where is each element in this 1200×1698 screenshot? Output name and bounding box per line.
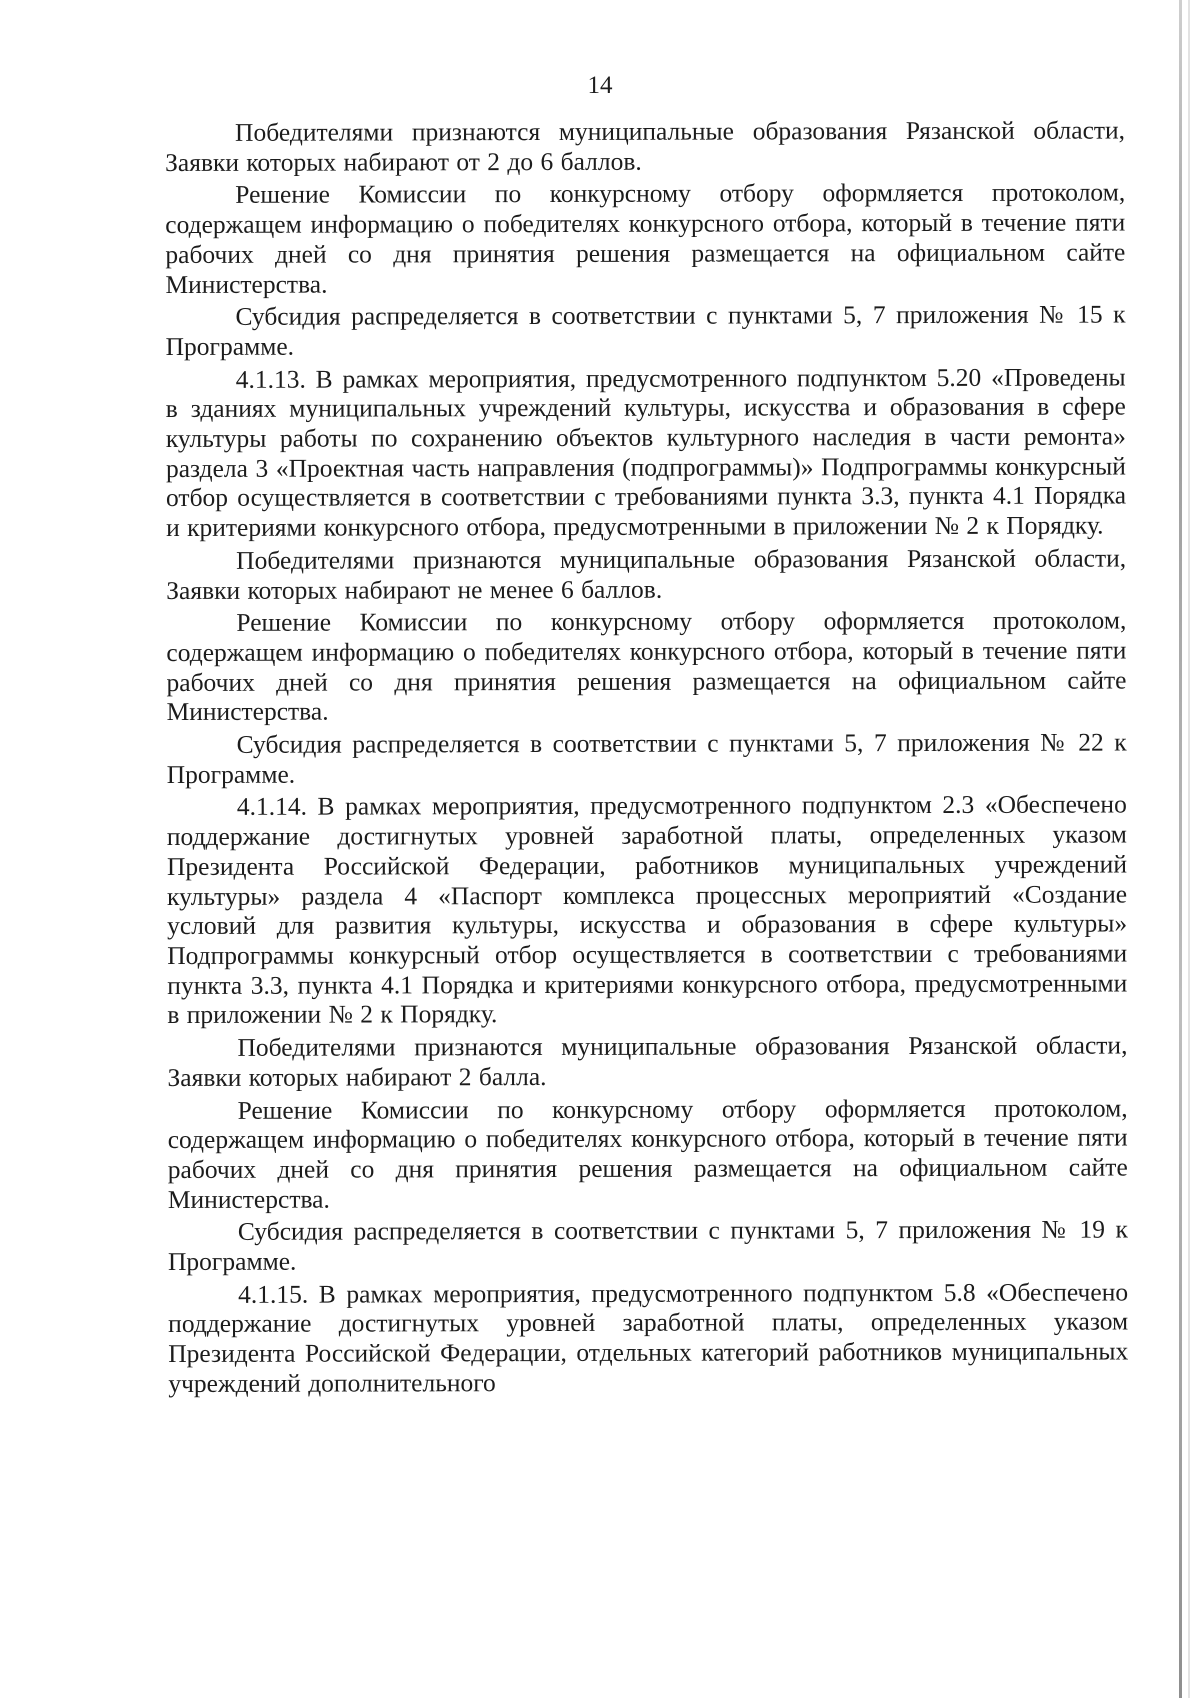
paragraph-subsidy-15: Субсидия распределяется в соответствии с пунктами 5, 7 приложения № 15 к Программе. (165, 299, 1126, 361)
paragraph-subsidy-22: Субсидия распределяется в соответствии с пунктами 5, 7 приложения № 22 к Программе. (166, 727, 1127, 789)
document-body (165, 115, 1128, 1398)
scan-edge-shadow (1188, 0, 1190, 1698)
paragraph-winners-2: Победителями признаются муниципальные образования Рязанской области, Заявки которых набирают 2 балла. (167, 1030, 1128, 1092)
paragraph-commission-decision: Решение Комиссии по конкурсному отбору оформляется протоколом, содержащем информацию о победителях конкурсного отбора, который в течение пяти рабочих дней со дня принятия решения размещается на официальном сайте Министерства. (166, 605, 1127, 727)
page-number: 14 (587, 72, 613, 99)
paragraph-commission-decision: Решение Комиссии по конкурсному отбору оформляется протоколом, содержащем информацию о победителях конкурсного отбора, который в течение пяти рабочих дней со дня принятия решения размещается на официальном сайте Министерства. (165, 177, 1126, 299)
paragraph-4-1-13: 4.1.13. В рамках мероприятия, предусмотренного подпунктом 5.20 «Проведены в зданиях муниципальных учреждений культуры, искусства и образования в сфере культуры работы по сохранению объектов культурного наследия в части ремонта» раздела 3 «Проектная часть направления (подпрограммы)» Подпрограммы конкурсный отбор осуществляется в соответствии с требованиями пункта 3.3, пункта 4.1 Порядка и критериями конкурсного отбора, предусмотренными в приложении № 2 к Порядку. (165, 362, 1127, 543)
paragraph-4-1-15: 4.1.15. В рамках мероприятия, предусмотренного подпунктом 5.8 «Обеспечено поддержание достигнутых уровней заработной платы, определенных указом Президента Российской Федерации, отдельных категорий работников муниципальных учреждений дополнительного (168, 1277, 1129, 1398)
paragraph-4-1-14: 4.1.14. В рамках мероприятия, предусмотренного подпунктом 2.3 «Обеспечено поддержание достигнутых уровней заработной платы, определенных указом Президента Российской Федерации, работников муниципальных учреждений культуры» раздела 4 «Паспорт комплекса процессных мероприятий «Создание условий для развития культуры, искусства и образования в сфере культуры» Подпрограммы конкурсный отбор осуществляется в соответствии с требованиями пункта 3.3, пункта 4.1 Порядка и критериями конкурсного отбора, предусмотренными в приложении № 2 к Порядку. (166, 789, 1128, 1030)
paragraph-commission-decision: Решение Комиссии по конкурсному отбору оформляется протоколом, содержащем информацию о победителях конкурсного отбора, который в течение пяти рабочих дней со дня принятия решения размещается на официальном сайте Министерства. (167, 1092, 1128, 1214)
paragraph-winners-6: Победителями признаются муниципальные образования Рязанской области, Заявки которых набирают не менее 6 баллов. (166, 543, 1127, 605)
paragraph-winners-2-6: Победителями признаются муниципальные образования Рязанской области, Заявки которых набирают от 2 до 6 баллов. (165, 115, 1126, 177)
paragraph-subsidy-19: Субсидия распределяется в соответствии с пунктами 5, 7 приложения № 19 к Программе. (167, 1214, 1128, 1277)
scan-edge-line (1179, 0, 1182, 1698)
